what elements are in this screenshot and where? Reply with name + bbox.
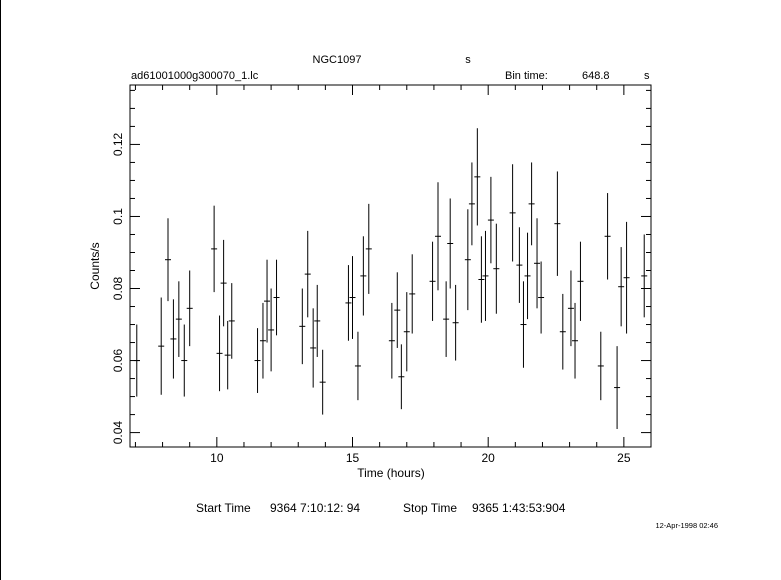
data-point (398, 344, 404, 409)
file-name: ad61001000g300070_1.lc (131, 70, 259, 82)
data-point (529, 162, 535, 245)
stop-time-label: Stop Time (403, 501, 458, 515)
data-point (394, 272, 400, 348)
data-point (134, 325, 140, 397)
data-point (453, 285, 459, 361)
y-tick-labels (111, 132, 125, 444)
data-point (510, 164, 516, 261)
data-point (389, 303, 395, 379)
x-tick-label: 25 (617, 451, 631, 465)
x-tick-label: 20 (481, 451, 495, 465)
data-point (618, 247, 624, 326)
data-point (520, 281, 526, 367)
data-point (299, 289, 305, 365)
bin-time-unit: s (644, 70, 650, 82)
data-point (225, 321, 231, 389)
y-tick-label: 0.12 (111, 132, 125, 157)
y-tick-label: 0.06 (111, 348, 125, 373)
data-point (187, 271, 193, 347)
data-point (260, 303, 266, 379)
data-point (409, 254, 415, 333)
x-tick-label: 10 (210, 451, 224, 465)
bin-time-label: Bin time: (505, 70, 548, 82)
data-point (447, 198, 453, 288)
data-point (366, 204, 372, 294)
plot-frame (130, 85, 651, 447)
data-point (229, 283, 235, 359)
data-point (430, 242, 436, 321)
data-point (305, 231, 311, 317)
data-point (350, 256, 356, 339)
data-point (170, 299, 176, 378)
data-point (165, 218, 171, 301)
data-point (534, 218, 540, 308)
data-point (525, 233, 531, 319)
data-point (493, 224, 499, 314)
y-axis-label: Counts/s (88, 242, 102, 290)
x-tick-labels (210, 451, 631, 465)
data-point (572, 303, 578, 379)
data-point (158, 298, 164, 395)
data-point (314, 285, 320, 357)
data-point (211, 206, 217, 292)
data-point (568, 271, 574, 347)
data-point (310, 308, 316, 387)
data-point (443, 281, 449, 357)
data-point (435, 182, 441, 290)
data-point (217, 316, 223, 392)
data-point (516, 227, 522, 303)
data-point (478, 236, 484, 322)
object-name: NGC1097 (312, 54, 362, 66)
data-point (577, 242, 583, 321)
data-point (554, 171, 560, 275)
data-point (355, 332, 361, 400)
data-point (469, 162, 475, 245)
data-point (605, 193, 611, 279)
y-tick-label: 0.08 (111, 276, 125, 301)
data-point (482, 231, 488, 321)
data-point (274, 260, 280, 336)
data-point (255, 328, 261, 393)
x-tick-label: 15 (345, 451, 360, 465)
data-point (320, 350, 326, 415)
data-point (538, 261, 544, 333)
data-points (134, 128, 647, 429)
data-point (614, 346, 620, 429)
plot-date: 12-Apr-1998 02:46 (655, 521, 718, 530)
data-point (404, 292, 410, 371)
object-unit-tag: s (465, 54, 471, 66)
data-point (598, 332, 604, 400)
data-point (641, 234, 647, 317)
data-point (624, 222, 630, 334)
data-point (560, 294, 566, 370)
data-point (474, 128, 480, 225)
data-point (181, 325, 187, 397)
data-point (465, 209, 471, 310)
data-point (360, 236, 366, 315)
stop-time-value: 9365 1:43:53:904 (472, 501, 566, 515)
start-time-label: Start Time (196, 501, 251, 515)
data-point (345, 265, 351, 341)
x-axis-label: Time (hours) (357, 466, 425, 480)
y-tick-label: 0.1 (111, 208, 125, 225)
data-point (488, 177, 494, 263)
y-tick-label: 0.04 (111, 420, 125, 445)
data-point (221, 240, 227, 326)
start-time-value: 9364 7:10:12: 94 (270, 501, 361, 515)
data-point (176, 281, 182, 357)
axis-ticks (130, 85, 651, 447)
bin-time-value: 648.8 (582, 70, 610, 82)
